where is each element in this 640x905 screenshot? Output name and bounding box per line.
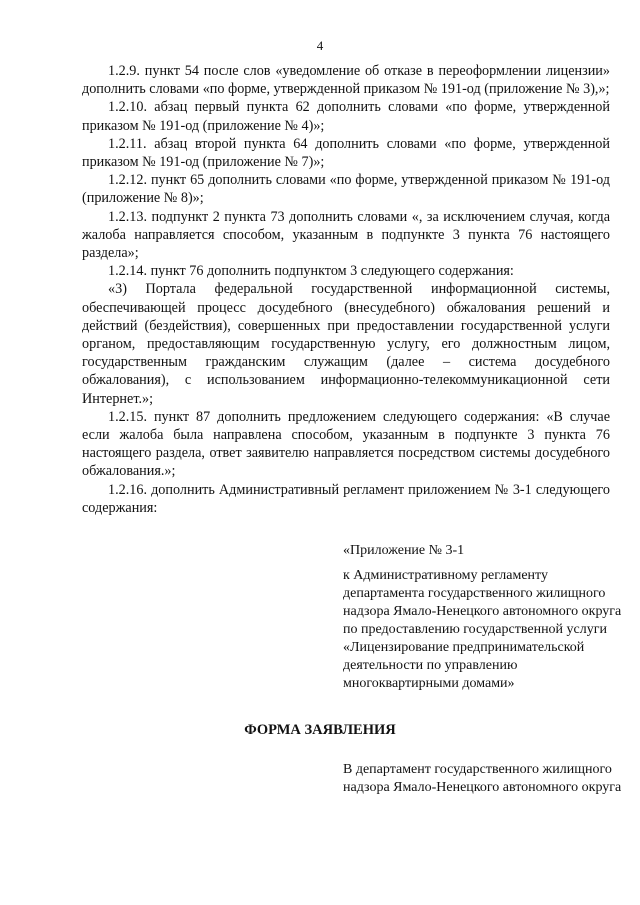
annex-title: «Приложение № 3-1 bbox=[343, 543, 465, 558]
paragraph-1-2-13: 1.2.13. подпункт 2 пункта 73 дополнить словами «, за исключением случая, когда жалоба направляется способом, указанным в подпункте 3 пункта 76 настоящего раздела»; bbox=[82, 208, 610, 262]
paragraph-1-2-12: 1.2.12. пункт 65 дополнить словами «по форме, утвержденной приказом № 191-од (приложение № 8)»; bbox=[82, 172, 610, 207]
paragraph-1-2-14: 1.2.14. пункт 76 дополнить подпунктом 3 следующего содержания: bbox=[108, 263, 514, 280]
addressee-block: В департамент государственного жилищного надзора Ямало-Ненецкого автономного округа bbox=[343, 762, 622, 795]
subparagraph-3-text: «3) Портала федеральной государственной информационной системы, обеспечивающей процесс досудебного (внесудебного) обжалования решений и действий (бездействия), совершенных при предоставлении государственной услуги органом, предоставляющим государственную услугу, его должностным лицом, государственным гражданским служащим (далее – система досудебного обжалования), с использованием информационно-телекоммуникационной сети Интернет.»; bbox=[82, 281, 610, 407]
paragraph-1-2-10: 1.2.10. абзац первый пункта 62 дополнить словами «по форме, утвержденной приказом № 191-од (приложение № 4)»; bbox=[82, 99, 610, 134]
paragraph-1-2-15: 1.2.15. пункт 87 дополнить предложением следующего содержания: «В случае если жалоба была направлена способом, указанным в подпункте 3 пункта 76 настоящего раздела, ответ заявителю направляется посредством системы досудебного обжалования.»; bbox=[82, 408, 610, 480]
amendment-text bbox=[82, 62, 610, 517]
annex-reference: к Административному регламенту департамента государственного жилищного надзора Ямало-Ненецкого автономного округа по предоставлению государственной услуги «Лицензирование предпринимательской деятельности по управлению многоквартирными домами» bbox=[343, 568, 622, 691]
form-title: ФОРМА ЗАЯВЛЕНИЯ bbox=[244, 722, 396, 738]
page-number: 4 bbox=[316, 38, 324, 53]
paragraph-1-2-11: 1.2.11. абзац второй пункта 64 дополнить словами «по форме, утвержденной приказом № 191-од (приложение № 7)»; bbox=[82, 135, 610, 171]
paragraph-1-2-9: 1.2.9. пункт 54 после слов «уведомление об отказе в переоформлении лицензии» дополнить словами «по форме, утвержденной приказом № 191-од (приложение № 3),»; bbox=[82, 63, 610, 98]
paragraph-1-2-16: 1.2.16. дополнить Административный регламент приложением № 3-1 следующего содержания: bbox=[82, 481, 610, 516]
